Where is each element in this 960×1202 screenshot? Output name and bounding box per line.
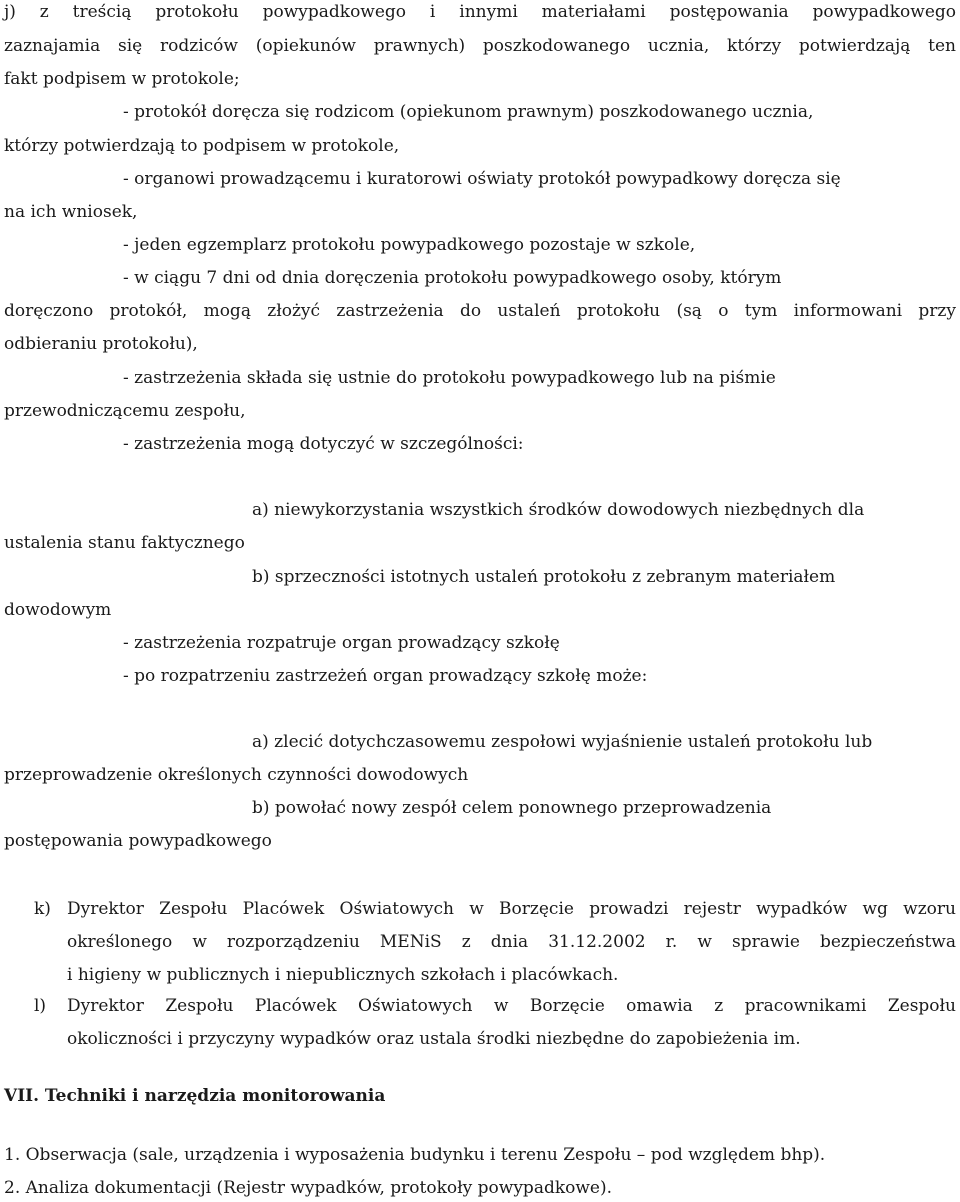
- list-item-line: i higieny w publicznych i niepublicznych szkołach i placówkach.: [67, 965, 619, 985]
- list-marker: k): [34, 899, 51, 919]
- numbered-item: 1. Obserwacja (sale, urządzenia i wyposażenia budynku i terenu Zespołu – pod względem bhp).: [4, 1145, 826, 1165]
- paragraph-line: postępowania powypadkowego: [4, 831, 272, 851]
- numbered-item: 2. Analiza dokumentacji (Rejestr wypadków, protokoły powypadkowe).: [4, 1178, 613, 1198]
- paragraph-line: - po rozpatrzeniu zastrzeżeń organ prowadzący szkołę może:: [123, 666, 648, 686]
- paragraph-line: fakt podpisem w protokole;: [4, 69, 240, 89]
- paragraph-line: doręczono protokół, mogą złożyć zastrzeżenia do ustaleń protokołu (są o tym informowani przy: [4, 301, 956, 321]
- list-item-line: Dyrektor Zespołu Placówek Oświatowych w Borzęcie omawia z pracownikami Zespołu: [67, 996, 956, 1016]
- paragraph-line: b) sprzeczności istotnych ustaleń protokołu z zebranym materiałem: [252, 567, 836, 587]
- list-item-l: [34, 990, 956, 1056]
- paragraph-line: - protokół doręcza się rodzicom (opiekunom prawnym) poszkodowanego ucznia,: [123, 102, 814, 122]
- paragraph-line: - organowi prowadzącemu i kuratorowi oświaty protokół powypadkowy doręcza się: [123, 169, 841, 189]
- paragraph-line: - zastrzeżenia składa się ustnie do protokołu powypadkowego lub na piśmie: [123, 368, 776, 388]
- list-marker: l): [34, 996, 47, 1016]
- paragraph-line: zaznajamia się rodziców (opiekunów prawnych) poszkodowanego ucznia, którzy potwierdzają ten: [4, 36, 956, 56]
- paragraph-line: dowodowym: [4, 600, 112, 620]
- list-item-line: Dyrektor Zespołu Placówek Oświatowych w Borzęcie prowadzi rejestr wypadków wg wzoru: [67, 899, 956, 919]
- paragraph-line: ustalenia stanu faktycznego: [4, 533, 245, 553]
- section-heading: VII. Techniki i narzędzia monitorowania: [4, 1086, 386, 1106]
- paragraph-line: - w ciągu 7 dni od dnia doręczenia protokołu powypadkowego osoby, którym: [123, 268, 782, 288]
- paragraph-line: a) zlecić dotychczasowemu zespołowi wyjaśnienie ustaleń protokołu lub: [252, 732, 873, 752]
- paragraph-line: - zastrzeżenia mogą dotyczyć w szczególności:: [123, 434, 524, 454]
- list-item-line: określonego w rozporządzeniu MENiS z dnia 31.12.2002 r. w sprawie bezpieczeństwa: [67, 932, 956, 952]
- paragraph-line: - jeden egzemplarz protokołu powypadkowego pozostaje w szkole,: [123, 235, 696, 255]
- paragraph-line: przeprowadzenie określonych czynności dowodowych: [4, 765, 469, 785]
- list-item-line: okoliczności i przyczyny wypadków oraz ustala środki niezbędne do zapobieżenia im.: [67, 1029, 801, 1049]
- list-item-k: [34, 893, 956, 992]
- paragraph-line: b) powołać nowy zespół celem ponownego przeprowadzenia: [252, 798, 772, 818]
- paragraph-line: a) niewykorzystania wszystkich środków dowodowych niezbędnych dla: [252, 500, 865, 520]
- paragraph-line: j) z treścią protokołu powypadkowego i innymi materiałami postępowania powypadkowego: [4, 2, 956, 22]
- paragraph-line: na ich wniosek,: [4, 202, 138, 222]
- paragraph-line: odbieraniu protokołu),: [4, 334, 198, 354]
- paragraph-line: przewodniczącemu zespołu,: [4, 401, 246, 421]
- paragraph-line: - zastrzeżenia rozpatruje organ prowadzący szkołę: [123, 633, 560, 653]
- paragraph-line: którzy potwierdzają to podpisem w protokole,: [4, 136, 400, 156]
